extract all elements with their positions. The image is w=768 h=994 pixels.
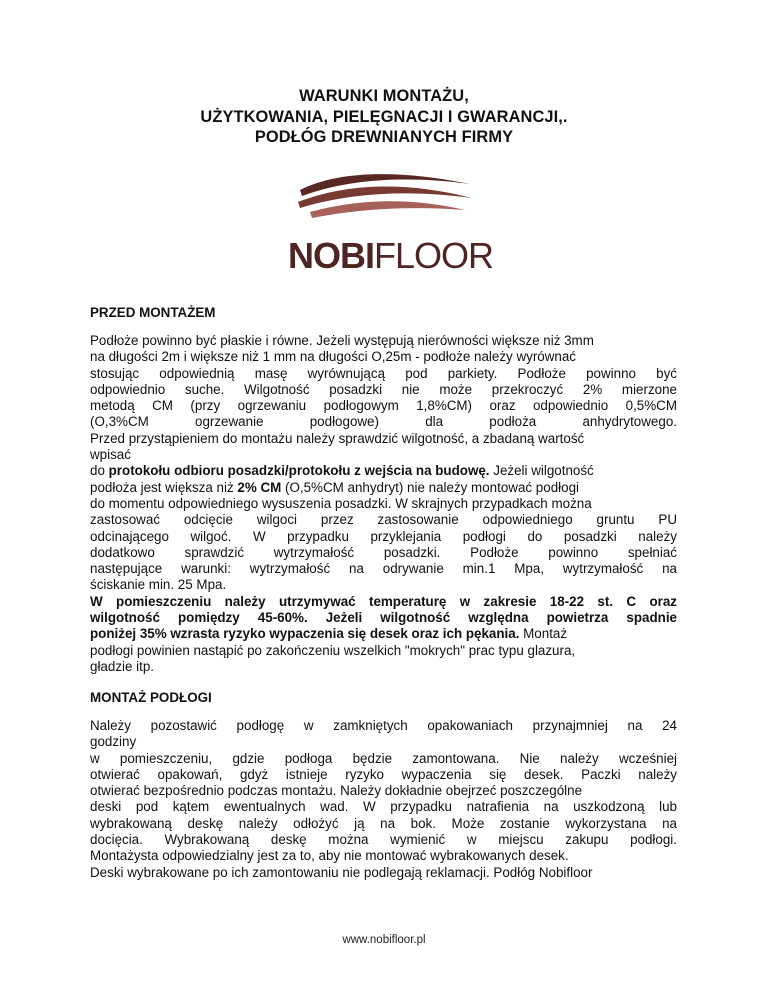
title-line-2: UŻYTKOWANIA, PIELĘGNACJI I GWARANCJI,. [200, 107, 568, 126]
nobifloor-logo [280, 168, 494, 280]
text-line: odpowiednio suche. Wilgotność posadzki nie może przekroczyć 2% mierzone [90, 381, 677, 397]
logo-swoosh-icon [280, 168, 490, 228]
bold-text: W pomieszczeniu należy utrzymywać temperaturę w zakresie 18-22 st. C oraz [90, 593, 677, 609]
text-line: do momentu odpowiedniego wysuszenia posadzki. W skrajnych przypadkach można [90, 495, 592, 511]
text-line: wpisać [90, 447, 131, 463]
text-line: podłoża jest większa niż 2% CM (O,5%CM anhydryt) nie należy montować podłogi [90, 479, 579, 495]
logo-part-floor: FLOOR [374, 235, 494, 276]
bold-text: wilgotność pomiędzy 45-60%. Jeżeli wilgotność względna powietrza spadnie [90, 610, 677, 626]
text-line: na długości 2m i większe niż 1 mm na długości O,25m - podłoże należy wyrównać [90, 349, 576, 365]
text-line: docięcia. Wybrakowaną deskę można wymienić w miejscu zakupu podłogi. [90, 832, 677, 848]
text-line: wybrakowaną deskę należy odłożyć ją na bok. Może zostanie wykorzystana na [90, 815, 677, 831]
text-line: Deski wybrakowane po ich zamontowaniu nie podlegają reklamacji. Podłóg Nobifloor [90, 864, 593, 880]
text-line: następujące warunki: wytrzymałość na odrywanie min.1 Mpa, wytrzymałość na [90, 561, 677, 577]
text-line: Podłoże powinno być płaskie i równe. Jeżeli występują nierówności większe niż 3mm [90, 333, 594, 348]
text-line: metodą CM (przy ogrzewaniu podłogowym 1,8%CM) oraz odpowiednio 0,5%CM [90, 398, 677, 414]
text-line: ściskanie min. 25 Mpa. [90, 577, 227, 593]
section-2-paragraph [90, 718, 677, 881]
text-line: otwierać opakowań, gdyż istnieje ryzyko wypaczenia się desek. Paczki należy [90, 766, 677, 782]
text-line: zastosować odcięcie wilgoci przez zastosowanie odpowiedniego gruntu PU [90, 512, 677, 528]
bold-text: 2% CM [237, 479, 282, 495]
text-line [90, 610, 677, 626]
bold-text: protokołu odbioru posadzki/protokołu z wejścia na budowę. [108, 463, 490, 479]
section-1-paragraph [90, 333, 677, 675]
text-line: Przed przystąpieniem do montażu należy sprawdzić wilgotność, a zbadaną wartość [90, 430, 585, 446]
footer-url: www.nobifloor.pl [342, 934, 426, 946]
text-line: odcinającego wilgoć. W przypadku przyklejania podłogi do posadzki należy [90, 528, 677, 544]
title-line-3: PODŁÓG DREWNIANYCH FIRMY [254, 128, 514, 146]
text-line: gładzie itp. [90, 658, 155, 674]
document-title [0, 86, 768, 148]
text-line: Montażysta odpowiedzialny jest za to, aby nie montować wybrakowanych desek. [90, 848, 569, 864]
text-line: deski pod kątem ewentualnych wad. W przypadku natrafienia na uszkodzoną lub [90, 799, 677, 815]
text-line: godziny [90, 734, 137, 750]
text-line: (O,3%CM ogrzewanie podłogowe) dla podłoża anhydrytowego. [90, 414, 677, 430]
text-line: poniżej 35% wzrasta ryzyko wypaczenia się desek oraz ich pękania. Montaż [90, 626, 568, 642]
title-line-1: WARUNKI MONTAŻU, [299, 87, 469, 105]
bold-text: poniżej 35% wzrasta ryzyko wypaczenia się desek oraz ich pękania. [90, 626, 520, 642]
section-heading-montaz-podlogi: MONTAŻ PODŁOGI [90, 690, 212, 705]
text-line: otwierać bezpośrednio podczas montażu. Należy dokładnie obejrzeć poszczególne [90, 783, 583, 799]
text-line: dodatkowo sprawdzić wytrzymałość posadzki. Podłoże powinno spełniać [90, 544, 677, 560]
logo-part-nobi: NOBI [288, 235, 374, 276]
text-line: Należy pozostawić podłogę w zamkniętych opakowaniach przynajmniej na 24 [90, 718, 677, 733]
text-line: stosując odpowiednią masę wyrównującą pod parkiety. Podłoże powinno być [90, 365, 677, 381]
text-line [90, 594, 677, 610]
section-heading-przed-montazem: PRZED MONTAŻEM [90, 305, 216, 320]
text-line: podłogi powinien nastąpić po zakończeniu wszelkich "mokrych" prac typu glazura, [90, 642, 576, 658]
text-line: do protokołu odbioru posadzki/protokołu z wejścia na budowę. Jeżeli wilgotność [90, 463, 594, 479]
text-line: w pomieszczeniu, gdzie podłoga będzie zamontowana. Nie należy wcześniej [90, 750, 677, 766]
logo-wordmark [288, 235, 494, 276]
